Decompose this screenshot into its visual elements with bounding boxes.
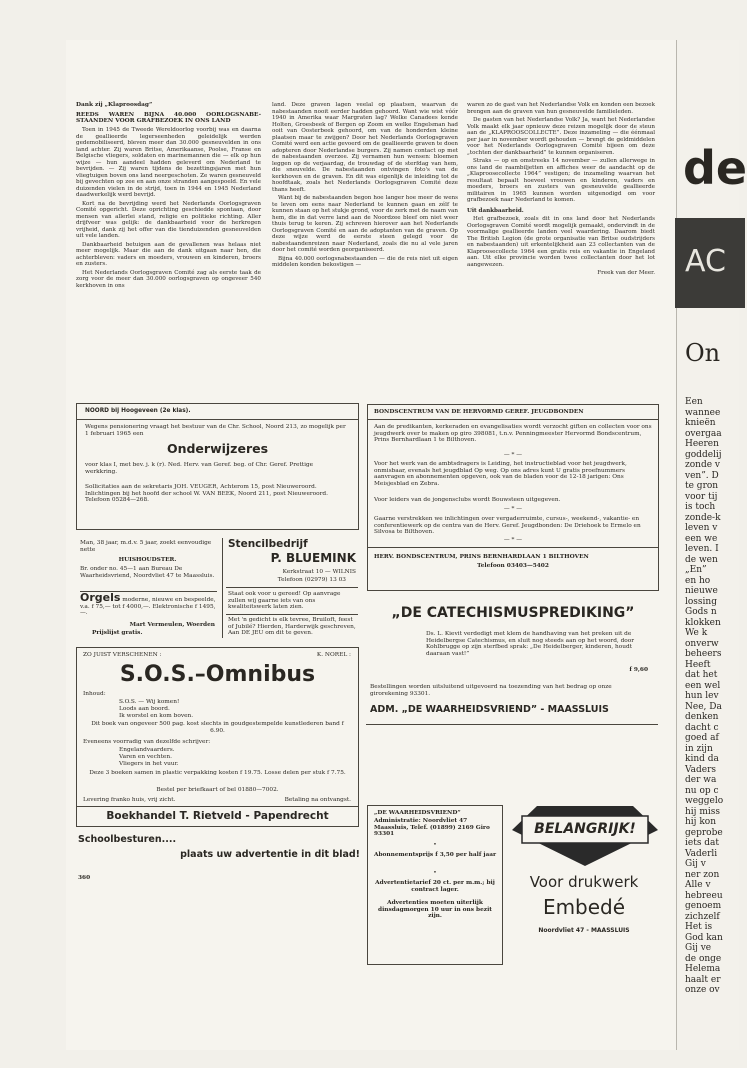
adjacent-page-line: in zijn — [685, 743, 713, 754]
adjacent-page — [676, 40, 747, 1050]
ad-bond-tel: Telefoon 03403—5402 — [477, 563, 549, 569]
ad-orgels-title: Orgels — [80, 591, 121, 604]
ad-stencil-text: Staat ook voor u gereed! Op aanvrage zullen wij gaarne iets van ons kwaliteitswerk laten zien. — [228, 591, 341, 611]
ad-sos-other: Engelandvaarders. — [119, 747, 175, 753]
adjacent-page-line: Het is — [685, 922, 713, 932]
ad-catech-order: Bestellingen worden uitsluitend uitgevoerd na toezending van het bedrag op onze girorekening 93301. — [370, 684, 612, 697]
adjacent-page-line: nieuwe — [685, 586, 718, 596]
divider — [226, 614, 358, 615]
article-subhead: Uit dankbaarheid. — [467, 207, 524, 214]
adjacent-page-line: onverw — [685, 638, 719, 649]
ad-catech-adm: ADM. „DE WAARHEIDSVRIEND” - MAASSLUIS — [370, 704, 609, 715]
ad-catech-title: „DE CATECHISMUSPREDIKING” — [391, 605, 635, 621]
ad-bond-footer: HERV. BONDSCENTRUM, PRINS BERNHARDLAAN 1 BILTHOVEN — [374, 554, 589, 560]
adjacent-page-line: genoem — [685, 901, 722, 911]
adjacent-page-line: knieën — [685, 418, 716, 428]
ad-orgels-name: Mart Vermeulen, Woerden — [129, 622, 215, 628]
adjacent-page-line: geprobe — [685, 827, 723, 838]
ad-embede-line1: Voor drukwerk — [529, 873, 639, 891]
divider — [77, 806, 358, 807]
ad-sos-footer-right: Betaling na ontvangst. — [284, 797, 351, 803]
ad-sos-title: S.O.S.–Omnibus — [119, 662, 316, 687]
article-paragraph: Dankbaarheid betuigen aan de gevallenen was helaas niet meer mogelijk. Maar die aan de dank uitgaan naar hen, die achterbleven: vaders en moeders, vrouwen en kinderen, broers en zusters. — [76, 241, 261, 268]
ad-waarheid-tarief: Advertentietarief 20 ct. per m.m.; bij contract lager. — [375, 880, 495, 893]
ad-text: Wegens pensionering vraagt het bestuur van de Chr. School, Noord 213, zo mogelijk per 1 februari 1965 een — [85, 424, 346, 437]
adjacent-page-line: Gij v — [685, 859, 706, 869]
ad-man-text: Br. onder no. 45—1 aan Bureau De Waarheidsvriend, Noordvliet 47 te Maassluis. — [80, 566, 215, 579]
adjacent-page-line: wannee — [685, 407, 721, 418]
adjacent-page-line: Heeren — [685, 439, 719, 449]
ad-text: Sollicitaties aan de sekretaris JOH. VEUGER, Achterom 15, post Nieuweroord. Inlichtingen bij het hoofd der school W. VAN BEEK, Noord 211, post Nieuweroord. Telefoon 05284—268. — [85, 484, 328, 504]
adjacent-page-line: der wa — [685, 775, 717, 785]
adjacent-page-line: de onge — [685, 953, 722, 964]
adjacent-page-line: overgaa — [685, 428, 722, 439]
adjacent-page-dark-block — [675, 218, 745, 308]
ad-sos-inhoud-item: Ik worstel en kom boven. — [119, 713, 194, 719]
ad-waarheid-deadline: Advertenties moeten uiterlijk dinsdagmorgen 10 uur in ons bezit zijn. — [378, 900, 492, 920]
adjacent-page-line: Vaders — [685, 764, 717, 775]
adjacent-page-line: Heeft — [685, 659, 711, 670]
adjacent-page-line: klokken — [685, 617, 721, 628]
separator: — * — — [503, 452, 523, 458]
ad-sos-text: Eveneens voorradig van dezelfde schrijver: — [83, 739, 211, 745]
adjacent-page-line: zonde-k — [685, 512, 721, 523]
separator: • — [433, 842, 437, 848]
ad-stencil-line2: P. BLUEMINK — [270, 551, 356, 565]
adjacent-page-line: voor tij — [685, 491, 718, 502]
adjacent-page-line: haalt er — [685, 974, 721, 985]
ad-bond-title: BONDSCENTRUM VAN DE HERVORMD GEREF. JEUGDBONDEN — [374, 409, 584, 415]
adjacent-page-line: ner zon — [685, 869, 720, 880]
article-paragraph: Straks — op en omstreeks 14 november — zullen allerwege in ons land de raambiljetten en affiches weer de aandacht op de „Klaproosecollecte 1964” vestigen; de inzameling waarvan het resultaat bepaalt hoeveel vrouwen en kinderen, vaders en moeders, broers en zusters van gesneuvelde geallieerde militairen in 1965 kunnen worden uitgenodigd om voor grafbezoek naar Nederland te komen. — [467, 158, 655, 203]
ad-catech-text: Ds. L. Kievit verdedigt met klem de handhaving van het preken uit de Heidelbergse Catechismus, en sluit nog steeds aan op het woord, door Kohlbrugge op zijn sterfbed sprak: „De Heidelberger, kinderen, houdt daaraan vast!” — [426, 631, 635, 657]
article-paragraph: Het Nederlands Oorlogsgraven Comité zag als eerste taak de zorg voor de meer dan 30.000 oorlogsgraven op ongeveer 540 kerkhoven in ons — [76, 269, 261, 289]
adjacent-page-line: Helema — [685, 964, 721, 974]
divider — [368, 419, 658, 420]
adjacent-page-line: een we — [685, 533, 718, 544]
adjacent-page-line: onze ov — [685, 985, 720, 995]
divider — [368, 547, 658, 548]
divider — [77, 419, 358, 420]
ad-bond-text: Aan de predikanten, kerkeraden en evangelisaties wordt verzocht giften en collecten voor ons jeugdwerk over te maken op giro 398081, t.n.v. Penningmeester Hervormd Bondscentrum, Prins Bernhardlaan 1 te Bilthoven. — [374, 424, 652, 444]
adjacent-page-line: nu op c — [685, 785, 719, 796]
ad-stencil-line1: Stencilbedrijf — [228, 538, 308, 550]
ad-stencil-tel: Telefoon (02979) 13 03 — [277, 577, 346, 583]
article-column-1 — [76, 102, 261, 291]
ad-bond-text: Voor leiders van de jongensclubs wordt Bouwsteen uitgegeven. — [374, 497, 561, 503]
ad-title: Onderwijzeres — [166, 441, 269, 456]
adjacent-page-line: Gij ve — [685, 943, 712, 953]
adjacent-page-line: beheers — [685, 649, 722, 659]
ad-bruiloft: Met 'n gedicht is elk tevree, Bruiloft, feest of Jubilé? Hierden, Harderwijk geschreven, Aan DE JEU om dit te geven. — [228, 617, 356, 637]
ad-waarheid-title: „DE WAARHEIDSVRIEND” — [374, 810, 461, 816]
adjacent-page-line: Nee, Da — [685, 701, 722, 712]
adjacent-page-line: zichzelf — [685, 911, 720, 922]
article-paragraph: land. Deze graven lagen veelal op plaatsen, waarvan de nabestaanden nooit eerder hadden gehoord. Want wie wist vóór 1940 in Amerika waar Margraten lag? Welke Canadees kende Holten, Groesbeek of Bergen op Zoom en welke Engelsman had ooit van Oosterbeek gehoord, om van de honderden kleine plaatsen maar te zwijgen? Door het Nederlands Oorlogsgraven Comité werd een actie gevoerd om de geallieerde graven te doen adopteren door Nederlandse burgers. Zij namen contact op met de nabestaanden overzee. Zij vernamen hun wensen: bloemen leggen op de verjaardag, de trouwdag of de sterfdag van hem, die sneuvelde. De nabestaanden ontvingen foto's van de kerkhoven en de graven. En dit was eigenlijk de inleiding tot de hoofdtaak, zoals het Nederlands Oorlogsgraven Comité deze thans heeft. — [272, 102, 458, 193]
ad-waarheid-abon: Abonnementsprijs f 3,50 per half jaar — [374, 852, 497, 858]
article-paragraph: waren zo de gast van het Nederlandse Volk en konden een bezoek brengen aan de graven van hun gesneuvelde familieleden. — [467, 102, 655, 115]
ad-sos-left: ZO JUIST VERSCHENEN : — [83, 652, 162, 658]
ad-sos-text: Bestel per briefkaart of bel 01880—7002. — [156, 787, 279, 793]
article-kicker: Dank zij „Klaproosdag” — [76, 102, 153, 108]
ad-sos-text: Dit boek van ongeveer 500 pag. kost slechts in goudgestempelde kunstlederen band f 6.90. — [91, 721, 344, 734]
article-paragraph: Want bij de nabestaanden begon hoe langer hoe meer de wens te leven om eens naar Nederland te kunnen gaan en zélf te kunnen staan op het stukje grond, voor de zerk met de naam van hem, die in dat verre land aan de Noordzee bleef om niet weer thuis terug te keren. Zij schreven hierover aan het Nederlands Oorlogsgraven Comité en aan de adoptanten van de graven. Op deze wijze werd de eerste steen gelegd voor de nabestaandenreizen naar Nederland, zoals die nu al vele jaren door het comité worden georganiseerd. — [272, 195, 458, 253]
adjacent-page-line: hij miss — [685, 806, 720, 817]
adjacent-page-line: kind da — [685, 754, 719, 764]
adjacent-page-line: Alle v — [685, 880, 711, 890]
ad-sos-right: K. NOREL : — [316, 652, 351, 658]
ad-man-text: Man, 38 jaar, m.d.v. 5 jaar, zoekt eenvoudige nette — [80, 540, 212, 553]
adjacent-page-line: goddelij — [685, 449, 722, 460]
adjacent-page-line: lossing — [685, 596, 717, 607]
adjacent-page-line: hij kon — [685, 817, 716, 827]
adjacent-page-line: We k — [685, 628, 708, 638]
adjacent-page-line: God kan — [685, 932, 723, 943]
ad-orgels-text: moderne, nieuwe en bespeelde, v.a. f 75,— tot f 4000,—. Elektronische f 1495,—. — [80, 597, 216, 617]
ad-sos-text: Deze 3 boeken samen in plastic verpakking kosten f 19.75. Losse delen per stuk f 7.75. — [89, 770, 346, 776]
ad-bond-text: Gaarne verstrekken we inlichtingen over vergaderruimte, cursus-, weekend-, vakantie- en conferentiewerk op de centra van de Herv. Geref. Jeugdbonden: De Driehoek te Ermelo en Silvosa te Bilthoven. — [374, 516, 641, 536]
divider — [222, 538, 223, 638]
ad-onderwijzeres — [76, 403, 359, 530]
article-headline: REEDS WAREN BIJNA 40.000 OORLOGSNABE-STAANDEN VOOR GRAFBEZOEK IN ONS LAND — [76, 111, 261, 124]
separator: • — [433, 870, 437, 876]
ad-text: voor klas I, met bev. j. k (r). Ned. Herv. van Geref. beg. of Chr. Geref. Prettige werkkring. — [85, 462, 314, 475]
ad-sos-omnibus — [76, 647, 359, 827]
adjacent-page-line: en ho — [685, 575, 711, 586]
adjacent-page-line: ven”. D — [685, 470, 719, 481]
article-column-2 — [272, 102, 458, 271]
adjacent-page-big-heading: de — [683, 141, 747, 195]
ad-embede-addr: Noordvliet 47 - MAASSLUIS — [538, 927, 630, 934]
adjacent-page-line: is toch — [685, 502, 716, 512]
ad-bond-text: Voor het werk van de ambtsdragers is Leiding, het instructieblad voor het jeugdwerk, onmisbaar, evenals het jeugdblad Op weg. Op ons adres kunt U gratis proefnummers aanvragen en abonnementen opgeven, ook van de bladen voor de 12-18 jarigen: Ons Meisjesblad en Zebra. — [374, 461, 627, 487]
ad-orgels-sub: Prijslijst gratis. — [92, 630, 143, 636]
article-paragraph: Toen in 1945 de Tweede Wereldoorlog voorbij was en daarna de geallieerde legerseenheden geleidelijk werden gedemobiliseerd, bleven meer dan 30.000 gesneuvelden in ons land achter. Zij waren Britse, Amerikaanse, Poolse, Franse en Belgische vliegers, soldaten en marinemannen die — elk op hun wijze — hun aandeel hadden geleverd om Nederland te bevrijden. — Zij waren tijdens de bezettingsjaren met hun vliegtuigen boven ons land neergeschoten. Ze waren gesneuveld bij gevechten op zee en aan onze stranden aangespoeld. En vele duizenden vielen in de strijd, toen in 1944 en 1945 Nederland daadwerkelijk werd bevrijd. — [76, 127, 261, 199]
ad-sos-other: Varen en vechten. — [119, 754, 172, 760]
adjacent-page-line: dacht c — [685, 722, 719, 733]
ad-sos-inhoud-label: Inhoud: — [83, 691, 106, 697]
adjacent-page-line: denken — [685, 712, 719, 722]
article-column-3 — [467, 102, 655, 277]
ad-sos-inhoud-item: S.O.S. — Wij komen! — [119, 699, 180, 705]
adjacent-page-line: hun lev — [685, 691, 719, 701]
adjacent-page-line: iets dat — [685, 838, 720, 848]
article-paragraph: Bijna 40.000 oorlogsnabestaanden — die de reis niet uit eigen middelen konden bekostigen — — [272, 255, 458, 268]
adjacent-page-line: te gron — [685, 481, 719, 491]
ad-schoolbesturen-line2: plaats uw advertentie in dit blad! — [180, 849, 360, 860]
adjacent-page-line: „En” — [685, 565, 707, 575]
separator: — * — — [503, 506, 523, 512]
adjacent-page-line: een wel — [685, 680, 721, 691]
adjacent-page-line: Een — [685, 397, 703, 407]
ad-belangrijk-badge — [512, 806, 658, 866]
adjacent-page-line: Gods n — [685, 607, 717, 617]
divider — [366, 724, 658, 725]
adjacent-page-line: weggelo — [685, 796, 724, 806]
ad-schoolbesturen-line1: Schoolbesturen.... — [78, 834, 177, 845]
ad-sos-inhoud-item: Loods aan boord. — [119, 706, 170, 712]
adjacent-page-text — [685, 397, 745, 996]
adjacent-page-line: hebreeu — [685, 890, 723, 901]
ad-sos-footer-left: Levering franko huis, vrij zicht. — [83, 797, 176, 803]
article-author: Freek van der Meer. — [597, 270, 655, 276]
adjacent-page-ac: AC — [685, 244, 726, 279]
adjacent-page-line: Vaderli — [685, 848, 718, 859]
ad-sos-other: Vliegers in het vuur. — [119, 761, 179, 767]
ad-bondscentrum — [367, 404, 659, 591]
adjacent-page-line: goed af — [685, 733, 719, 743]
ad-header: NOORD bij Hoogeveen (2e klas). — [85, 408, 191, 414]
page-number: 360 — [78, 875, 91, 881]
adjacent-page-line: de wen — [685, 554, 718, 565]
ad-orgels — [80, 591, 217, 617]
ad-man-title: HUISHOUDSTER. — [118, 557, 177, 563]
adjacent-page-line: leven. I — [685, 544, 719, 554]
ad-catech-price: f 9,60 — [629, 667, 648, 673]
ad-waarheid-adm: Administratie: Noordvliet 47 Maassluis, Telef. (01899) 2169 Giro 93301 — [374, 818, 490, 838]
adjacent-page-line: leven v — [685, 523, 718, 533]
adjacent-page-line: zonde v — [685, 460, 720, 470]
adjacent-page-on: On — [685, 339, 721, 367]
ad-embede-line2: Embedé — [542, 895, 626, 919]
adjacent-page-line: dat het — [685, 670, 718, 680]
ad-stencil-addr: Kerkstraat 10 — WILNIS — [282, 569, 356, 575]
ad-sos-shop: Boekhandel T. Rietveld - Papendrecht — [106, 810, 329, 822]
article-paragraph: De gasten van het Nederlandse Volk? Ja, want het Nederlandse Volk maakt elk jaar opnieuw deze reizen mogelijk door de steun aan de „KLAPROOSCOLLECTE”. Deze inzameling — die éénmaal per jaar in november wordt gehouden — brengt de geldmiddelen voor het Nederlands Oorlogsgraven Comité bijeen om deze „tochten der dankbaarheid” te kunnen organiseren. — [467, 117, 655, 156]
article-paragraph: Kort na de bevrijding werd het Nederlands Oorlogsgraven Comité opgericht. Deze oprichting geschiedde spontaan, door mensen van allerlei stand, religie en politieke richting. Aller drijfveer was gelijk: de dankbaarheid voor de herkregen vrijheid, dank zij het offer van die tienduizenden gesneuvelden uit vele landen. — [76, 200, 261, 240]
ad-belangrijk-label: BELANGRIJK! — [534, 821, 636, 837]
ad-waarheidsvriend — [367, 805, 503, 965]
article-paragraph: Het grafbezoek, zoals dit in ons land door het Nederlands Oorlogsgraven Comité wordt mogelijk gemaakt, ondervindt in de voormalige geallieerde landen veel waardering. Daarom biedt The British Legion (de grote organisatie van Britse oudstrijders en nabestaanden) uit erkentelijkheid aan 23 collectanten van de Klaproosecollecte 1964 een gratis reis en vakantie in Engeland aan. Uit elke provincie worden twee collectanten door het lot aangewezen. — [467, 216, 655, 268]
separator: — * — — [503, 537, 523, 543]
divider — [226, 587, 358, 588]
